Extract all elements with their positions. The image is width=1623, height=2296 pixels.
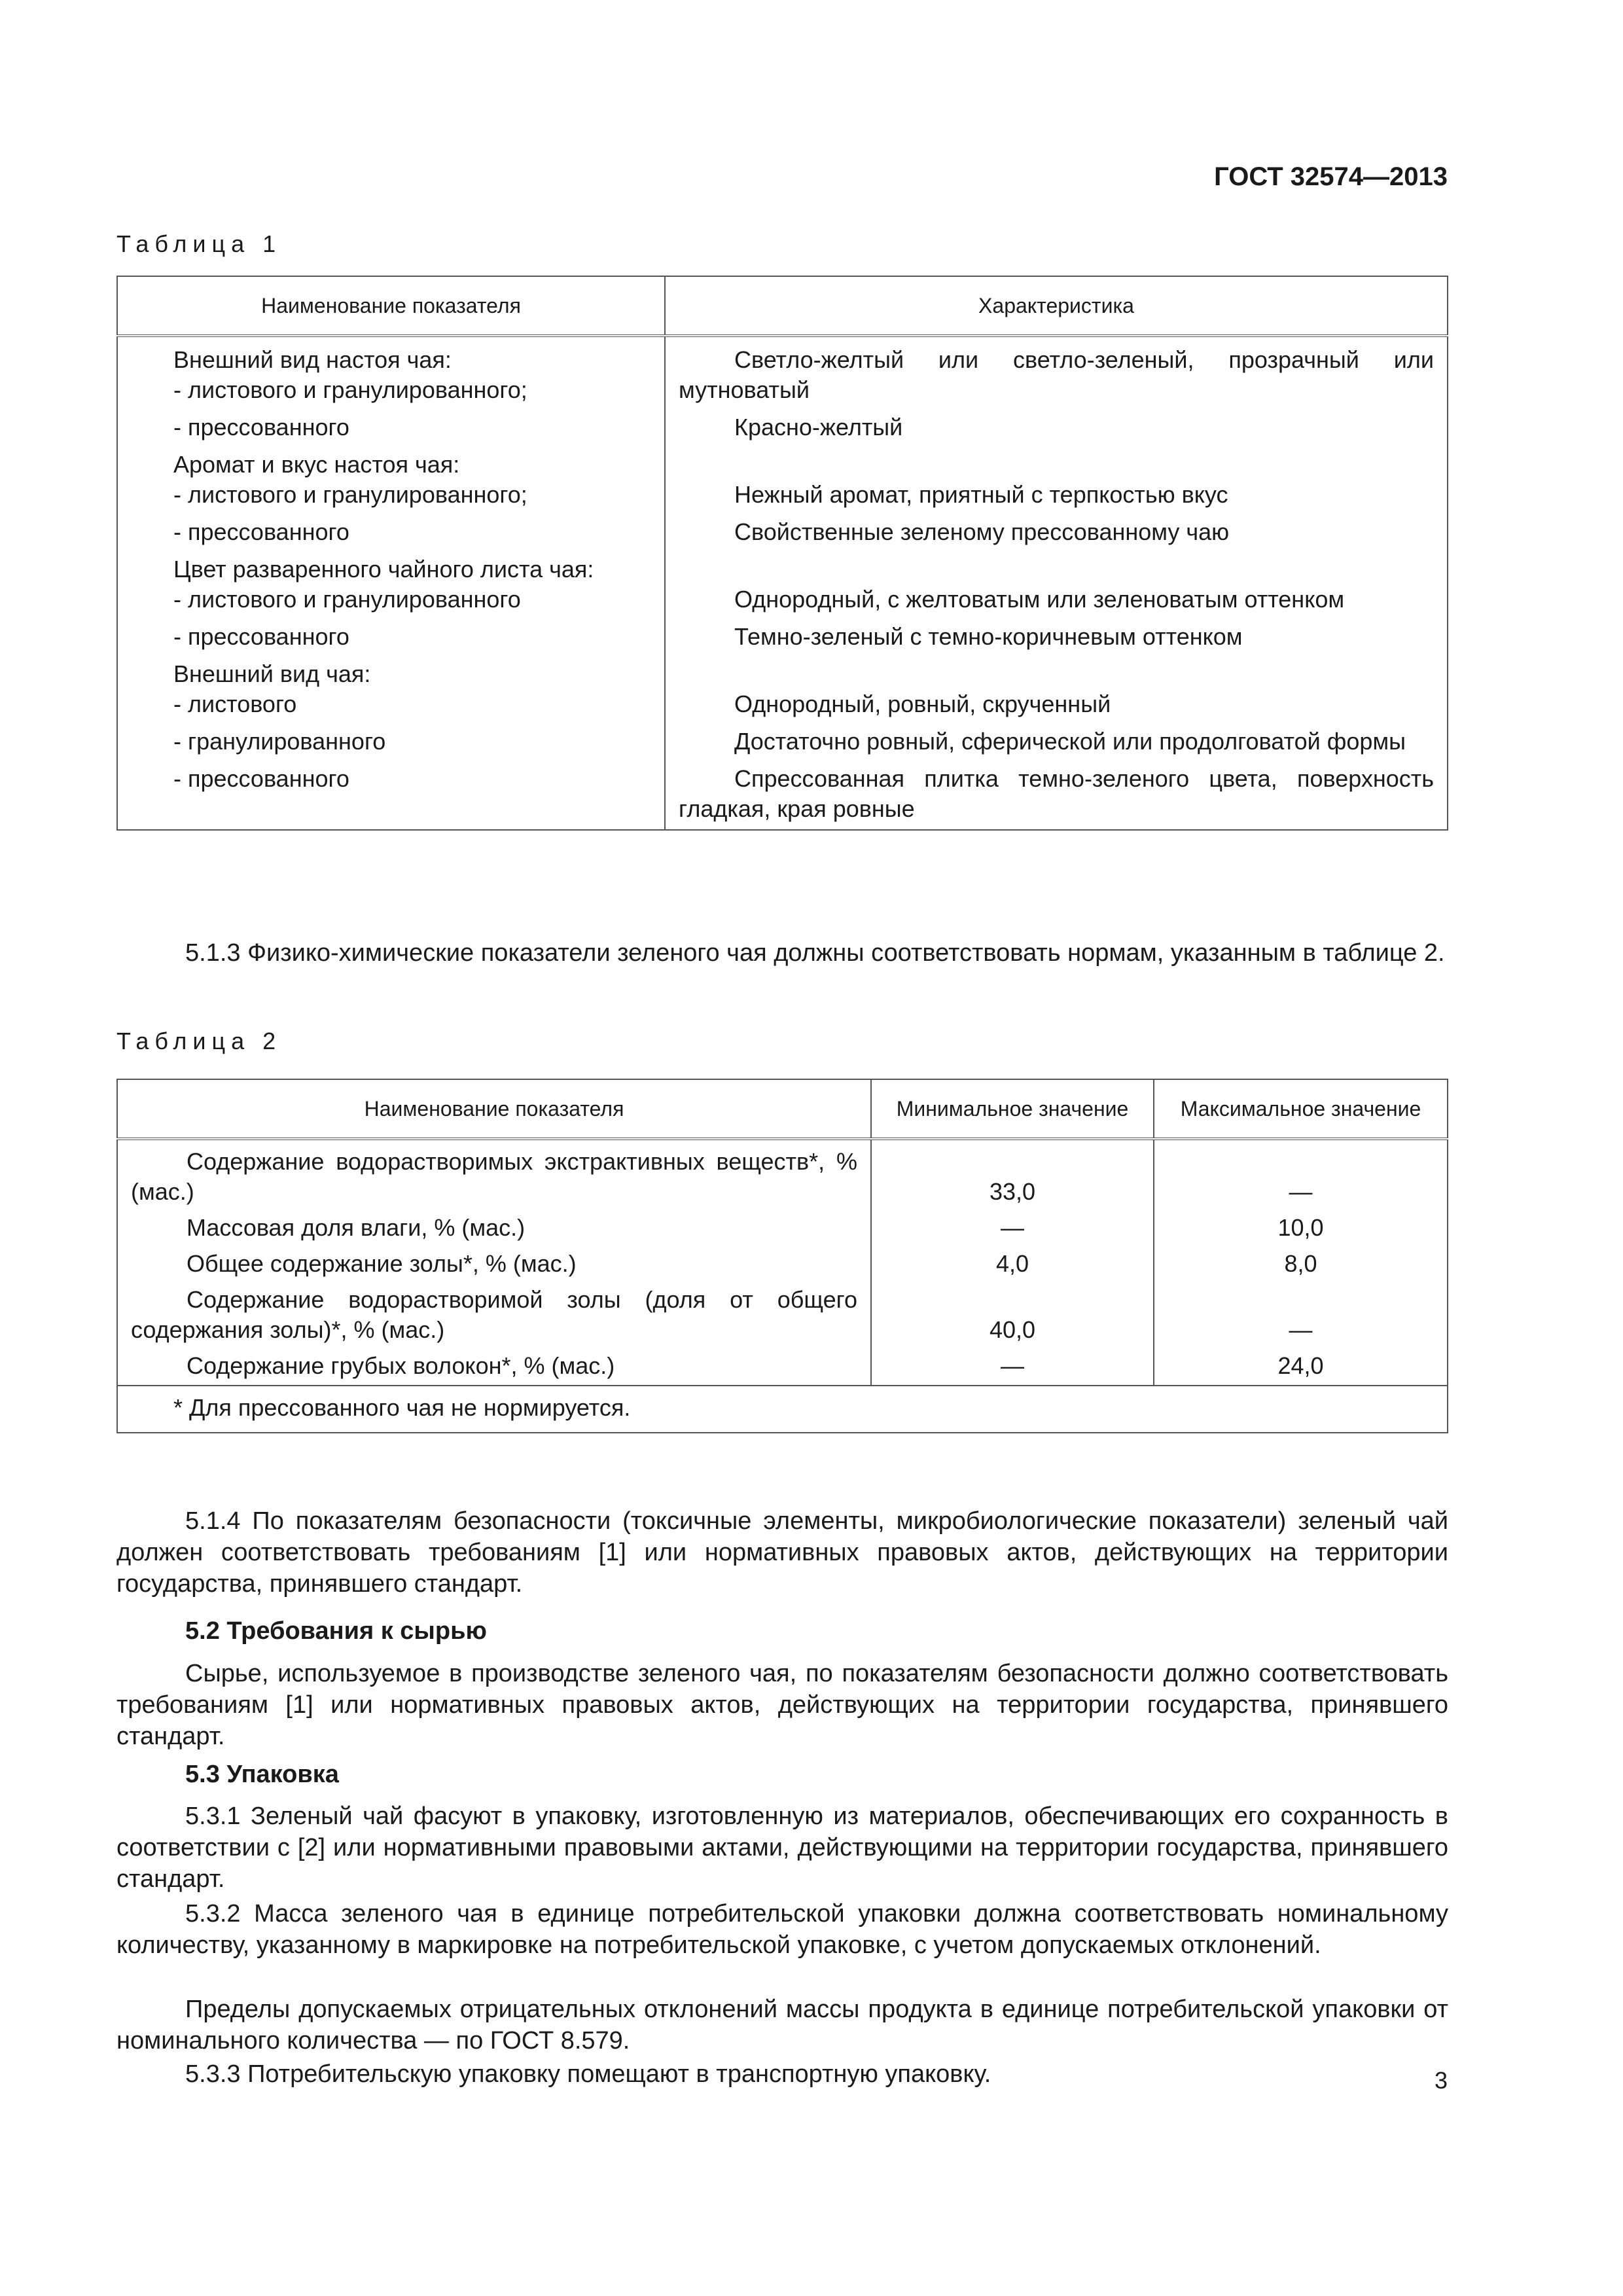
table-1-row [117, 448, 1448, 515]
table-1-indicator-line: - прессованного [173, 518, 349, 545]
paragraph-5-1-4: 5.1.4 По показателям безопасности (токсичные элементы, микробиологические показатели) зеленый чай должен соответствовать требованиям [1] или нормативных правовых актов, действующих на территории государства, принявшего стандарт. [116, 1507, 1448, 1598]
table-2-min-cell: 4,0 [871, 1247, 1154, 1283]
table-2-indicator-cell: Массовая доля влаги, % (мас.) [117, 1211, 871, 1247]
page-number: 3 [1434, 2067, 1448, 2094]
table-1-indicator-cell [117, 620, 665, 657]
table-1-indicator-cell [117, 410, 665, 448]
table-2-max-cell: 24,0 [1277, 1352, 1324, 1379]
paragraph-5-1-3: 5.1.3 Физико-химические показатели зеленого чая должны соответствовать нормам, указанным в таблице 2. [185, 939, 1445, 967]
table-1-row [117, 410, 1448, 448]
table-1-characteristic-cell: Нежный аромат, приятный с терпкостью вкус [734, 481, 1228, 508]
table-2-header-min: Минимальное значение [871, 1079, 1154, 1139]
section-5-3-heading: 5.3 Упаковка [185, 1761, 339, 1788]
table-1-indicator-line: Аромат и вкус настоя чая: [173, 451, 460, 478]
table-2-row [117, 1139, 1448, 1211]
paragraph-5-2: Сырье, используемое в производстве зеленого чая, по показателям безопасности должно соответствовать требованиям [1] или нормативных правовых актов, действующих на территории государства, принявшего стандарт. [116, 1660, 1448, 1750]
table-2-min-cell: 40,0 [871, 1283, 1154, 1349]
table-2-header-name: Наименование показателя [117, 1079, 871, 1139]
table-1-body [117, 336, 1448, 830]
table-2-header-max: Максимальное значение [1154, 1079, 1448, 1139]
table-2-max-cell: — [1289, 1178, 1313, 1205]
table-1-characteristic-cell: Светло-желтый или светло-зеленый, прозрачный или мутноватый [679, 346, 1434, 403]
table-1-characteristic-cell: Свойственные зеленому прессованному чаю [734, 518, 1230, 545]
table-1-indicator-line: - листового [173, 691, 297, 717]
table-1-indicator-line: - гранулированного [173, 728, 386, 755]
table-1-characteristic-cell: Спрессованная плитка темно-зеленого цвета, поверхность гладкая, края ровные [679, 765, 1434, 822]
table-2-row [117, 1349, 1448, 1386]
table-1-indicator-cell [117, 657, 665, 725]
paragraph-5-3-1: 5.3.1 Зеленый чай фасуют в упаковку, изготовленную из материалов, обеспечивающих его сохранность в соответствии с [2] или нормативными правовыми актами, действующими на территории государства, принявшего стандарт. [116, 1803, 1448, 1893]
table-1 [116, 276, 1448, 831]
table-1-row [117, 725, 1448, 762]
table-2-min-cell: — [871, 1349, 1154, 1386]
table-2-min-cell: — [871, 1211, 1154, 1247]
table-1-indicator-cell [117, 515, 665, 552]
table-1-row [117, 657, 1448, 725]
table-1-header-name: Наименование показателя [117, 276, 665, 336]
table-1-indicator-line: - листового и гранулированного; [173, 376, 527, 403]
table-1-row [117, 762, 1448, 830]
table-1-indicator-cell [117, 552, 665, 620]
table-1-characteristic-cell: Однородный, ровный, скрученный [734, 691, 1111, 717]
table-2-row [117, 1247, 1448, 1283]
table-2-indicator-cell: Содержание грубых волокон*, % (мас.) [117, 1349, 871, 1386]
table-1-characteristic-cell: Однородный, с желтоватым или зеленоватым оттенком [734, 586, 1345, 613]
table-2-indicator-cell: Содержание водорастворимой золы (доля от общего содержания золы)*, % (мас.) [117, 1283, 871, 1349]
table-1-indicator-line: Внешний вид чая: [173, 660, 371, 687]
table-1-header-characteristic: Характеристика [665, 276, 1448, 336]
table-2-indicator-cell: Содержание водорастворимых экстрактивных веществ*, % (мас.) [117, 1139, 871, 1211]
table-2-caption: Таблица 2 [116, 1028, 282, 1054]
table-1-characteristic-cell: Темно-зеленый с темно-коричневым оттенком [734, 623, 1243, 650]
section-5-2-heading: 5.2 Требования к сырью [185, 1617, 487, 1645]
table-1-characteristic-cell: Достаточно ровный, сферической или продолговатой формы [734, 728, 1406, 755]
table-2-footnote-row [117, 1386, 1448, 1433]
table-1-row [117, 515, 1448, 552]
table-1-indicator-line: - листового и гранулированного; [173, 481, 527, 508]
table-2-min-cell: 33,0 [871, 1139, 1154, 1211]
table-1-indicator-line: - прессованного [173, 623, 349, 650]
table-1-indicator-cell [117, 336, 665, 410]
table-2-max-cell: — [1289, 1316, 1313, 1343]
table-2-max-cell: 8,0 [1284, 1250, 1317, 1277]
table-2-indicator-cell: Общее содержание золы*, % (мас.) [117, 1247, 871, 1283]
table-1-indicator-cell [117, 762, 665, 830]
paragraph-5-3-2: 5.3.2 Масса зеленого чая в единице потребительской упаковки должна соответствовать номинальному количеству, указанному в маркировке на потребительской упаковке, с учетом допускаемых отклонений. [116, 1900, 1448, 1959]
paragraph-weight-limits: Пределы допускаемых отрицательных отклонений массы продукта в единице потребительской упаковки от номинального количества — по ГОСТ 8.579. [116, 1996, 1448, 2054]
table-2-max-cell: 10,0 [1277, 1214, 1324, 1241]
table-1-caption: Таблица 1 [116, 230, 282, 257]
table-1-indicator-line: - листового и гранулированного [173, 586, 521, 613]
table-1-row [117, 552, 1448, 620]
table-1-indicator-line: - прессованного [173, 414, 349, 440]
table-2-row [117, 1283, 1448, 1349]
table-1-row [117, 620, 1448, 657]
table-1-indicator-cell [117, 725, 665, 762]
table-2-row [117, 1211, 1448, 1247]
paragraph-5-3-3: 5.3.3 Потребительскую упаковку помещают в транспортную упаковку. [185, 2060, 991, 2088]
table-2-footnote: * Для прессованного чая не нормируется. [117, 1386, 1448, 1433]
table-1-indicator-line: Внешний вид настоя чая: [173, 346, 452, 373]
table-1-row [117, 336, 1448, 410]
table-1-indicator-line: - прессованного [173, 765, 349, 792]
standard-designation: ГОСТ 32574—2013 [1214, 162, 1448, 191]
table-2-body [117, 1139, 1448, 1433]
table-1-indicator-cell [117, 448, 665, 515]
table-1-characteristic-cell: Красно-желтый [734, 414, 903, 440]
table-1-indicator-line: Цвет разваренного чайного листа чая: [173, 556, 594, 583]
table-2 [116, 1079, 1448, 1433]
